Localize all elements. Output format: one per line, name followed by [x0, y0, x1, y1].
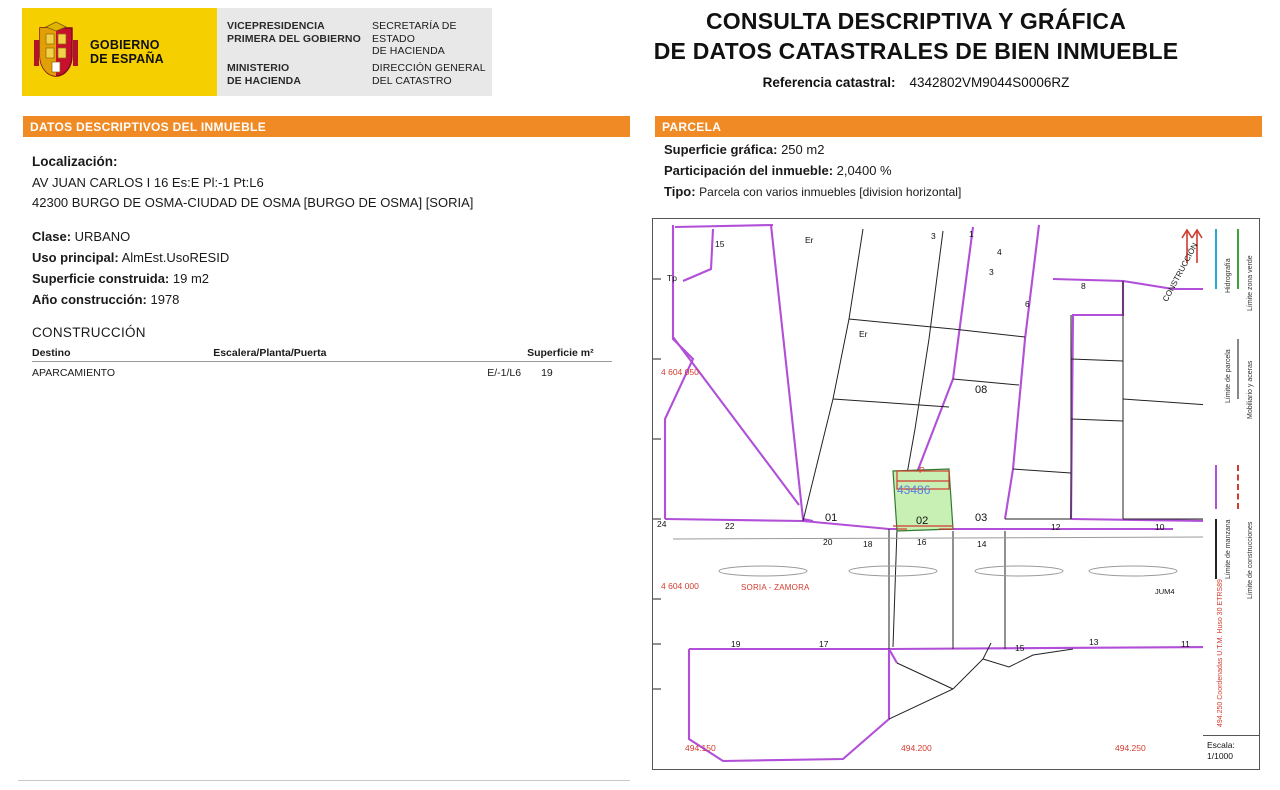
- plot-label: 8: [1081, 281, 1086, 291]
- parcela-tipo-label: Tipo:: [664, 184, 696, 199]
- plot-label-10: 10: [1155, 522, 1165, 532]
- plot-label-19: 19: [731, 639, 741, 649]
- table-header-row: [32, 347, 612, 362]
- coord-x-2: 494.200: [901, 743, 932, 753]
- bar-tick: [650, 116, 655, 137]
- plot-label-12: 12: [1051, 522, 1061, 532]
- construccion-title: CONSTRUCCIÓN: [32, 325, 146, 340]
- plot-label-13: 13: [1089, 637, 1099, 647]
- map-legend: [1203, 218, 1260, 770]
- th-destino: Destino: [32, 347, 207, 362]
- anio-label: Año construcción:: [32, 292, 147, 307]
- construccion-table: [32, 347, 612, 379]
- superficie-value: 19 m2: [172, 271, 210, 286]
- plot-label: 6: [1025, 299, 1030, 309]
- plot-label-08: 08: [975, 384, 988, 396]
- road-label-construccion: CONSTRUCCIÓN: [1161, 241, 1200, 304]
- legend-label: Mobiliario y aceras: [1247, 360, 1254, 419]
- direccion-linea-2: 42300 BURGO DE OSMA-CIUDAD DE OSMA [BURGO DE OSMA] [SORIA]: [32, 195, 474, 210]
- section-bar-left-label: DATOS DESCRIPTIVOS DEL INMUEBLE: [30, 119, 266, 134]
- legend-swatch-hidrografia: [1215, 229, 1217, 289]
- parcela-superficie-label: Superficie gráfica:: [664, 142, 778, 157]
- plot-label: 3: [989, 267, 994, 277]
- legend-coord-system: 494.250 Coordenadas U.T.M. Huso 30 ETRS89: [1217, 579, 1224, 727]
- cell-destino: APARCAMIENTO: [32, 367, 116, 379]
- section-bar-parcela: [650, 116, 1262, 137]
- plot-label-11: 11: [1181, 639, 1190, 649]
- plot-label-03: 03: [975, 512, 988, 524]
- legend-swatch-mobiliario: [1237, 339, 1239, 399]
- plot-label-16: 16: [917, 537, 927, 547]
- ministerio-label: MINISTERIO DE HACIENDA: [227, 62, 302, 87]
- legend-label: Límite de parcela: [1225, 349, 1232, 403]
- legend-swatch-parcela: [1215, 519, 1217, 579]
- parcela-participacion-value: 2,0400 %: [836, 163, 892, 178]
- localizacion-label: Localización:: [32, 154, 118, 169]
- legend-label: Límite de manzana: [1225, 519, 1232, 579]
- plot-label-22: 22: [725, 521, 735, 531]
- referencia-value: 4342802VM9044S0006RZ: [909, 75, 1070, 90]
- parcel-number-label: 43486: [897, 483, 931, 497]
- section-bar-datos-descriptivos: [18, 116, 630, 137]
- uso-label: Uso principal:: [32, 250, 119, 265]
- table-row: [32, 362, 612, 380]
- parcela-tipo-value: Parcela con varios inmuebles [division horizontal]: [699, 185, 962, 199]
- plot-label: 15: [715, 239, 725, 249]
- left-panel-divider: [18, 780, 630, 781]
- ministerio-logo-grey: [217, 8, 492, 96]
- clase-value: URBANO: [74, 229, 131, 244]
- corner-label: JUM4: [1155, 587, 1175, 596]
- plot-label-18: 18: [863, 539, 873, 549]
- coord-y-2: 4 604 000: [661, 581, 699, 591]
- scale-label: Escala:: [1207, 740, 1235, 750]
- panel-parcela: [650, 140, 1262, 203]
- plot-label-17: 17: [819, 639, 829, 649]
- referencia-label: Referencia catastral:: [762, 75, 896, 90]
- plot-label-15: 15: [1015, 643, 1025, 653]
- gobierno-logo-block: [22, 8, 492, 96]
- superficie-label: Superficie construida:: [32, 271, 170, 286]
- parcela-superficie-value: 250 m2: [781, 142, 825, 157]
- title-line-1: CONSULTA DESCRIPTIVA Y GRÁFICA: [705, 8, 1127, 34]
- coat-of-arms-icon: [30, 20, 82, 84]
- document-title-block: [560, 6, 1272, 90]
- legend-label: Límite zona verde: [1247, 255, 1254, 311]
- bar-tick: [18, 116, 23, 137]
- scale-value: 1/1000: [1207, 751, 1233, 761]
- uso-value: AlmEst.UsoRESID: [121, 250, 230, 265]
- parcela-superficie-row: [650, 140, 1262, 160]
- anio-row: [32, 290, 616, 309]
- th-superficie: Superficie m²: [521, 347, 612, 362]
- coord-y-1: 4 604 050: [661, 367, 699, 377]
- cell-escalera: E/-1/L6: [487, 367, 522, 379]
- cell-superficie: 19: [541, 367, 553, 379]
- plot-label: 3: [931, 231, 936, 241]
- direccion-linea-1: AV JUAN CARLOS I 16 Es:E Pl:-1 Pt:L6: [32, 175, 264, 190]
- plot-label-01: 01: [825, 512, 838, 524]
- clase-label: Clase:: [32, 229, 72, 244]
- plot-label: Tp: [667, 273, 677, 283]
- uso-row: [32, 248, 616, 267]
- map-scale-box: [1203, 735, 1260, 770]
- plot-label-20: 20: [823, 537, 833, 547]
- cadastral-map[interactable]: [652, 218, 1208, 770]
- plot-label-24: 24: [657, 519, 667, 529]
- superficie-row: [32, 269, 616, 288]
- plot-label: 1: [969, 229, 974, 239]
- legend-swatch-manzana: [1215, 465, 1217, 509]
- coord-x-1: 494.150: [685, 743, 716, 753]
- plot-label: Er: [859, 329, 868, 339]
- legend-label: Límite de construcciones: [1247, 521, 1254, 599]
- secretaria-label: SECRETARÍA DE ESTADO DE HACIENDA: [372, 20, 457, 57]
- parcela-tipo-row: [650, 182, 1262, 202]
- parcela-participacion-row: [650, 161, 1262, 181]
- clase-row: [32, 227, 616, 246]
- legend-swatch-construcciones: [1237, 465, 1239, 509]
- parcela-participacion-label: Participación del inmueble:: [664, 163, 834, 178]
- document-header: [0, 0, 1280, 105]
- th-escalera: Escalera/Planta/Puerta: [207, 347, 521, 362]
- coord-x-3: 494.250: [1115, 743, 1146, 753]
- plot-label: Er: [805, 235, 814, 245]
- gobierno-logo-yellow: [22, 8, 217, 96]
- legend-label: Hidrografía: [1225, 258, 1232, 293]
- direccion-general-label: DIRECCIÓN GENERAL DEL CATASTRO: [372, 62, 486, 87]
- gobierno-text: GOBIERNO DE ESPAÑA: [90, 38, 164, 66]
- legend-swatch-zona-verde: [1237, 229, 1239, 289]
- anio-value: 1978: [150, 292, 180, 307]
- parcel-p-label: P: [919, 465, 925, 475]
- road-label-soria-zamora: SORIA - ZAMORA: [741, 583, 810, 592]
- referencia-catastral: [560, 75, 1272, 90]
- title-line-2: DE DATOS CATASTRALES DE BIEN INMUEBLE: [653, 38, 1179, 64]
- section-bar-right-label: PARCELA: [662, 119, 722, 134]
- panel-datos-descriptivos: [18, 140, 630, 780]
- plot-label-02: 02: [916, 515, 929, 527]
- plot-label-14: 14: [977, 539, 987, 549]
- vicepresidencia-label: VICEPRESIDENCIA PRIMERA DEL GOBIERNO: [227, 20, 361, 45]
- plot-label: 4: [997, 247, 1002, 257]
